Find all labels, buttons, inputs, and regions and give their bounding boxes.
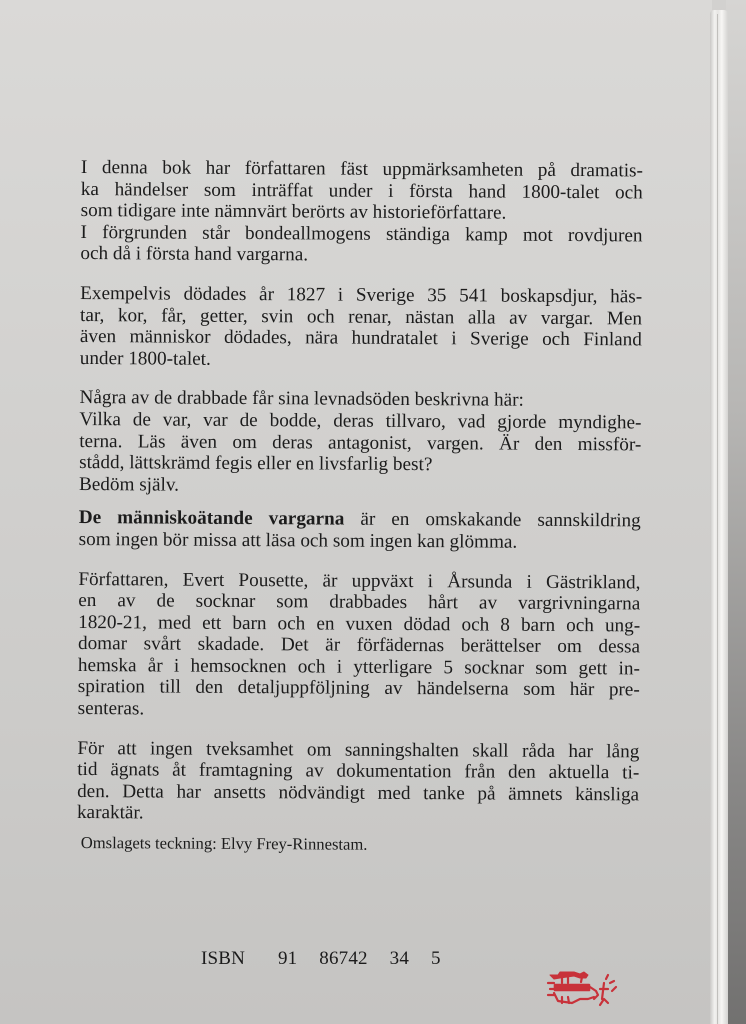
isbn: ISBN 91 86742 34 5 — [201, 948, 441, 969]
text-line: som tidigare inte nämnvärt berörts av historieförfattare. — [80, 200, 507, 224]
text-line: domar svårt skadade. Det är förfädernas berättelser om dessa — [77, 633, 641, 658]
text-line: Vilka de var, var de bodde, deras tillvaro, vad gjorde myndighe- — [79, 408, 642, 434]
paragraph-intro — [80, 157, 643, 268]
text-line: 1820-21, med ett barn och en vuxen dödad och 8 barn och ung- — [78, 611, 641, 637]
spine-groove — [717, 14, 718, 1024]
text-line: under 1800-talet. — [79, 347, 211, 370]
text-line: den. Detta har ansetts nödvändigt med tanke på ämnets känsliga — [77, 780, 640, 806]
text-line: som ingen bör missa att läsa och som ingen kan glömma. — [78, 528, 518, 553]
text-line: Bedöm själv. — [78, 473, 180, 496]
paragraph-victims — [79, 387, 642, 498]
text-line: hemska år i hemsocknen och i ytterligare 5 socknar som gett in- — [77, 654, 640, 680]
text-line: senteras. — [77, 698, 145, 720]
text-line: Exempelvis dödades år 1827 i Sverige 35 541 boskapsdjur, häs- — [80, 282, 643, 308]
text-line: spiration till den detaljuppföljning av händelserna som här pre- — [77, 676, 640, 701]
text-line: även människor dödades, nära hundratalet i Sverige och Finland — [79, 326, 642, 351]
text-line: Några av de drabbade får sina levnadsöden beskrivna här: — [79, 387, 524, 412]
text-line: tid ägnats åt framtagning av dokumentation från den aktuella ti- — [77, 759, 640, 784]
text-line: Författaren, Evert Pousette, är uppväxt i Årsunda i Gästrikland, — [78, 568, 641, 593]
text-line: tar, kor, får, getter, svin och renar, nästan alla av vargar. Men — [79, 304, 643, 329]
book-spine-edge — [710, 10, 728, 1024]
book-title: De människoätande vargarna — [78, 507, 345, 530]
text-line: och då i första hand vargarna. — [80, 243, 309, 266]
text-line: I denna bok har författaren fäst uppmärksamheten på dramatis- — [80, 157, 643, 182]
text-line: en av de socknar som drabbades hårt av vargrivningarna — [78, 590, 641, 615]
paragraph-book-title — [79, 507, 641, 554]
paragraph-statistics — [80, 283, 643, 373]
cover-credit: Omslagets teckning: Elvy Frey-Rinnestam. — [80, 833, 368, 854]
text-line: ka händelser som inträffat under i första hand 1800-talet och — [80, 178, 643, 204]
publisher-logo-icon — [544, 969, 624, 1011]
paragraph-author — [78, 568, 641, 723]
text-line: För att ingen tveksamhet om sanningshalten skall råda har lång — [77, 737, 640, 763]
background-surface — [726, 0, 746, 1024]
text-line: stådd, lättskrämd fegis eller en livsfarlig best? — [79, 452, 433, 476]
text-line: karaktär. — [76, 802, 144, 824]
blurb-text — [77, 157, 643, 857]
text-line: terna. Läs även om deras antagonist, vargen. Är den missför- — [79, 430, 642, 455]
text-fragment: är en omskakande sannskildring — [344, 508, 641, 532]
text-line: I förgrunden står bondeallmogens ständiga kamp mot rovdjuren — [80, 221, 643, 247]
paragraph-documentation — [77, 738, 640, 828]
